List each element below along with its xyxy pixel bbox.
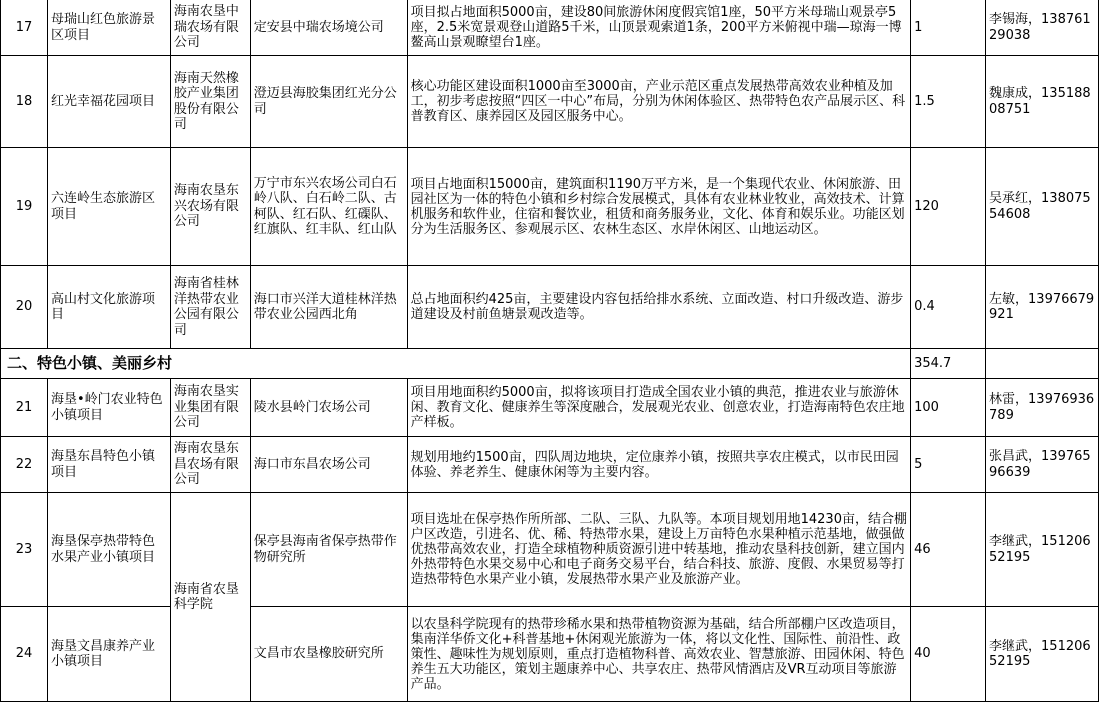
table-row xyxy=(1,266,1099,349)
project-location: 定安县中瑞农场境公司 xyxy=(250,0,407,56)
project-name: 海垦文昌康养产业小镇项目 xyxy=(47,607,170,702)
contact-person: 李继武，15120652195 xyxy=(986,607,1099,702)
project-location: 海口市兴洋大道桂林洋热带农业公园西北角 xyxy=(250,266,407,349)
company-name: 海南农垦中瑞农场有限公司 xyxy=(170,0,250,56)
project-location: 澄迈县海胶集团红光分公司 xyxy=(250,56,407,148)
project-location: 陵水县岭门农场公司 xyxy=(250,379,407,437)
table-row xyxy=(1,379,1099,437)
project-location: 文昌市农垦橡胶研究所 xyxy=(250,607,407,702)
project-location: 万宁市东兴农场公司白石岭八队、白石岭二队、古柯队、红石队、红磲队、红旗队、红丰队、红山队 xyxy=(250,148,407,266)
contact-person: 李继武，15120652195 xyxy=(986,493,1099,607)
table-row xyxy=(1,148,1099,266)
section-title: 二、特色小镇、美丽乡村 xyxy=(1,349,911,379)
contact-person: 李锡海，13876129038 xyxy=(986,0,1099,56)
investment-amount: 5 xyxy=(911,437,986,493)
company-name: 海南农垦东兴农场有限公司 xyxy=(170,148,250,266)
row-number: 21 xyxy=(1,379,48,437)
company-name: 海南天然橡胶产业集团股份有限公司 xyxy=(170,56,250,148)
investment-amount: 40 xyxy=(911,607,986,702)
project-name: 海垦东昌特色小镇项目 xyxy=(47,437,170,493)
project-content: 核心功能区建设面积1000亩至3000亩，产业示范区重点发展热带高效农业种植及加工，初步考虑按照“四区一中心”布局，分别为休闲体验区、热带特色农产品展示区、科普教育区、康养园区及园区服务中心。 xyxy=(407,56,910,148)
company-name: 海南省农垦科学院 xyxy=(170,493,250,702)
project-name: 高山村文化旅游项目 xyxy=(47,266,170,349)
investment-amount: 0.4 xyxy=(911,266,986,349)
contact-person: 林雷，13976936789 xyxy=(986,379,1099,437)
row-number: 17 xyxy=(1,0,48,56)
company-name: 海南省桂林洋热带农业公园有限公司 xyxy=(170,266,250,349)
row-number: 19 xyxy=(1,148,48,266)
empty-cell xyxy=(986,349,1099,379)
investment-amount: 1.5 xyxy=(911,56,986,148)
row-number: 22 xyxy=(1,437,48,493)
project-name: 六连岭生态旅游区项目 xyxy=(47,148,170,266)
project-location: 保亭县海南省保亭热带作物研究所 xyxy=(250,493,407,607)
project-content: 项目选址在保亭热作所所部、二队、三队、九队等。本项目规划用地14230亩，结合棚户区改造，引进名、优、稀、特热带水果，建设上万亩特色水果种植示范基地，做强做优热带高效农业，打造全球植物种质资源引进中转基地，推动农垦科技创新，建立国内外热带特色水果交易中心和电子商务交易平台，结合科技、旅游、度假、水果贸易等打造热带特色水果产业小镇，发展热带水果产业及旅游产业。 xyxy=(407,493,910,607)
project-content: 项目占地面积15000亩，建筑面积1190万平方米，是一个集现代农业、休闲旅游、田园社区为一体的特色小镇和乡村综合发展模式，具体有农业林业牧业，高效技术、计算机服务和软件业，住宿和餐饮业，租赁和商务服务业，文化、体育和娱乐业。功能区划分为生活服务区、参观展示区、农林生态区、水岸休闲区、山地运动区。 xyxy=(407,148,910,266)
contact-person: 吴承红，13807554608 xyxy=(986,148,1099,266)
project-content: 总占地面积约425亩，主要建设内容包括给排水系统、立面改造、村口升级改造、游步道建设及村前鱼塘景观改造等。 xyxy=(407,266,910,349)
section-total: 354.7 xyxy=(911,349,986,379)
project-name: 海垦•岭门农业特色小镇项目 xyxy=(47,379,170,437)
table-row xyxy=(1,56,1099,148)
section-header-row xyxy=(1,349,1099,379)
project-content: 规划用地约1500亩，四队周边地块，定位康养小镇，按照共享农庄模式，以市民田园体验、养老养生、健康休闲等为主要内容。 xyxy=(407,437,910,493)
investment-amount: 1 xyxy=(911,0,986,56)
row-number: 24 xyxy=(1,607,48,702)
investment-amount: 120 xyxy=(911,148,986,266)
project-name: 母瑞山红色旅游景区项目 xyxy=(47,0,170,56)
project-name: 红光幸福花园项目 xyxy=(47,56,170,148)
project-name: 海垦保亭热带特色水果产业小镇项目 xyxy=(47,493,170,607)
project-content: 项目用地面积约5000亩，拟将该项目打造成全国农业小镇的典范，推进农业与旅游休闲、教育文化、健康养生等深度融合，发展观光农业、创意农业，打造海南特色农庄地产样板。 xyxy=(407,379,910,437)
table-row xyxy=(1,493,1099,607)
company-name: 海南农垦东昌农场有限公司 xyxy=(170,437,250,493)
table-row xyxy=(1,437,1099,493)
table-row xyxy=(1,0,1099,56)
contact-person: 魏康成，13518808751 xyxy=(986,56,1099,148)
row-number: 20 xyxy=(1,266,48,349)
contact-person: 张昌武，13976596639 xyxy=(986,437,1099,493)
row-number: 18 xyxy=(1,56,48,148)
investment-amount: 100 xyxy=(911,379,986,437)
contact-person: 左敏，13976679921 xyxy=(986,266,1099,349)
project-content: 项目拟占地面积5000亩，建设80间旅游休闲度假宾馆1座，50平方米母瑞山观景亭5座，2.5米宽景观登山道路5千米，山顶景观索道1条，200平方米俯视中瑞—琼海一博鳌高山景观瞭望台1座。 xyxy=(407,0,910,56)
table-row xyxy=(1,607,1099,702)
row-number: 23 xyxy=(1,493,48,607)
project-content: 以农垦科学院现有的热带珍稀水果和热带植物资源为基础，结合所部棚户区改造项目，集南洋华侨文化+科普基地+休闲观光旅游为一体，将以文化性、国际性、前沿性、政策性、趣味性为规划原则，重点打造植物科普、高效农业、智慧旅游、田园休闲、特色养生五大功能区，策划主题康养中心、共享农庄、热带风情酒店及VR互动项目等旅游产品。 xyxy=(407,607,910,702)
company-name: 海南农垦实业集团有限公司 xyxy=(170,379,250,437)
investment-amount: 46 xyxy=(911,493,986,607)
project-location: 海口市东昌农场公司 xyxy=(250,437,407,493)
